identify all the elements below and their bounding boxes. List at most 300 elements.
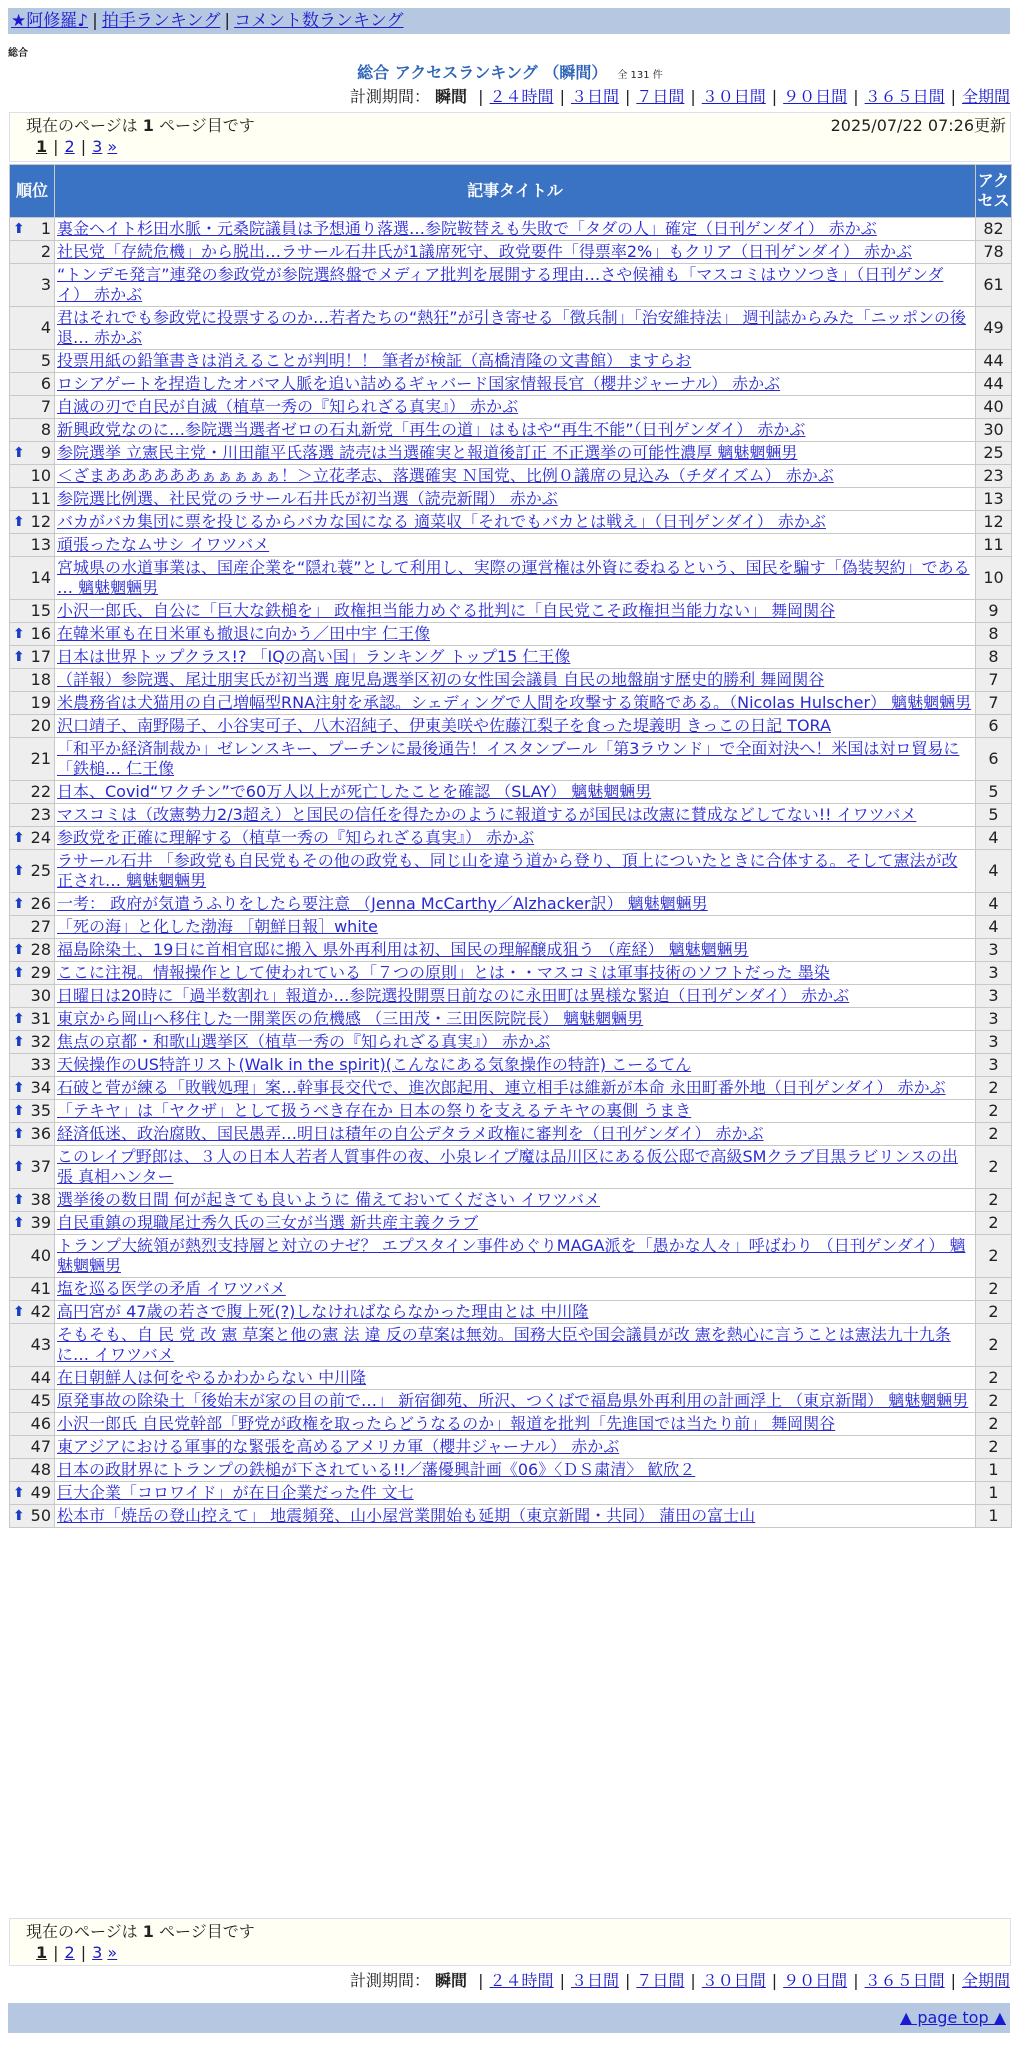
- rank-number: 14: [30, 568, 51, 587]
- table-row: [10, 893, 1012, 916]
- rank-number: 48: [30, 1460, 51, 1479]
- rank-number: 25: [30, 861, 51, 880]
- rank-up-icon: ⬆: [13, 1034, 25, 1050]
- access-count: 40: [976, 396, 1012, 419]
- rank-cell: [10, 1146, 55, 1189]
- article-link[interactable]: 焦点の京都・和歌山選挙区（植草一秀の『知られざる真実』） 赤かぶ: [57, 1032, 551, 1051]
- rank-up-icon: ⬆: [13, 1508, 25, 1524]
- page-link[interactable]: 3: [92, 137, 103, 156]
- table-row: [10, 1235, 1012, 1278]
- rank-number: 41: [30, 1279, 51, 1298]
- rank-number: 20: [30, 716, 51, 735]
- page-separator: |: [53, 1943, 59, 1962]
- page-separator: |: [53, 137, 59, 156]
- rank-up-icon: ⬆: [13, 1485, 25, 1501]
- article-link[interactable]: 松本市「焼岳の登山控えて」 地震頻発、山小屋営業開始も延期（東京新聞・共同） 蒲田の富士山: [57, 1506, 756, 1525]
- col-title-header: 記事タイトル: [55, 165, 976, 218]
- title-cell: [55, 1123, 976, 1146]
- access-count: 5: [976, 804, 1012, 827]
- period-separator: |: [771, 1971, 778, 1990]
- article-link[interactable]: 東アジアにおける軍事的な緊張を高めるアメリカ軍（櫻井ジャーナル） 赤かぶ: [57, 1437, 620, 1456]
- period-separator: |: [478, 87, 484, 106]
- title-cell: [55, 850, 976, 893]
- title-cell: [55, 1301, 976, 1324]
- rank-cell: [10, 738, 55, 781]
- article-link[interactable]: 裏金ヘイト杉田水脈・元桑院議員は予想通り落選…参院鞍替えも失敗で「タダの人」確定（日刊ゲンダイ） 赤かぶ: [57, 219, 877, 238]
- rank-cell: [10, 419, 55, 442]
- article-link[interactable]: マスコミは（改憲勢力2/3超え）と国民の信任を得たかのように報道するが国民は改憲に賛成などしてない!! イワツバメ: [57, 805, 917, 824]
- period-link[interactable]: ２４時間: [489, 1971, 554, 1990]
- article-link[interactable]: （詳報）参院選、尾辻朋実氏が初当選 鹿児島選挙区初の女性国会議員 自民の地盤崩す歴史的勝利 舞岡関谷: [57, 670, 825, 689]
- access-count: 2: [976, 1123, 1012, 1146]
- rank-number: 33: [30, 1055, 51, 1074]
- article-link[interactable]: 「テキヤ」は「ヤクザ」として扱うべき存在か 日本の祭りを支えるテキヤの裏側 うまき: [57, 1101, 692, 1120]
- table-row: [10, 1123, 1012, 1146]
- table-row: [10, 1324, 1012, 1367]
- page-numbers: [26, 137, 994, 157]
- access-count: 3: [976, 939, 1012, 962]
- rank-number: 31: [30, 1009, 51, 1028]
- rank-cell: [10, 1235, 55, 1278]
- article-link[interactable]: 日本、Covid“ワクチン”で60万人以上が死亡したことを確認 （SLAY） 魑魅魍魎男: [57, 782, 652, 801]
- rank-number: 27: [30, 917, 51, 936]
- article-link[interactable]: 投票用紙の鉛筆書きは消えることが判明！！ 筆者が検証（高橋清隆の文書館） ますらお: [57, 351, 692, 370]
- title-cell: [55, 916, 976, 939]
- table-row: [10, 534, 1012, 557]
- title-cell: [55, 1077, 976, 1100]
- rank-number: 46: [30, 1414, 51, 1433]
- period-link[interactable]: ２４時間: [489, 87, 554, 106]
- page-top-link[interactable]: ▲ page top ▲: [899, 2008, 1006, 2027]
- table-row: [10, 916, 1012, 939]
- access-count: 3: [976, 1031, 1012, 1054]
- rank-cell: [10, 1123, 55, 1146]
- rank-number: 29: [30, 963, 51, 982]
- rank-cell: [10, 962, 55, 985]
- page-current: 1: [36, 137, 48, 156]
- rank-cell: [10, 465, 55, 488]
- rank-cell: [10, 442, 55, 465]
- updated-timestamp: 2025/07/22 07:26更新: [830, 116, 1006, 135]
- article-link[interactable]: トランプ大統領が熱烈支持層と対立のナゼ？ エプスタイン事件めぐりMAGA派を「愚かな人々」呼ばわり （日刊ゲンダイ） 魑魅魍魎男: [57, 1236, 966, 1275]
- rank-number: 38: [30, 1190, 51, 1209]
- rank-cell: [10, 1054, 55, 1077]
- article-link[interactable]: 参院選比例選、社民党のラサール石井氏が初当選（読売新聞） 赤かぶ: [57, 489, 558, 508]
- rank-number: 5: [40, 351, 51, 370]
- access-count: 3: [976, 985, 1012, 1008]
- access-count: 78: [976, 241, 1012, 264]
- access-count: 4: [976, 893, 1012, 916]
- article-link[interactable]: 天候操作のUS特許リスト(Walk in the spirit)(こんなにある気象操作の特許) こーるてん: [57, 1055, 692, 1074]
- rank-number: 49: [30, 1483, 51, 1502]
- table-row: [10, 1146, 1012, 1189]
- page-title: [0, 61, 1020, 88]
- access-count: 30: [976, 419, 1012, 442]
- article-link[interactable]: 宮城県の水道事業は、国産企業を“隠れ蓑”として利用し、実際の運営権は外資に委ねるという、国民を騙す「偽装契約」である … 魑魅魍魎男: [57, 558, 970, 597]
- rank-cell: [10, 307, 55, 350]
- title-cell: [55, 511, 976, 534]
- period-selector-bottom: [350, 1971, 1010, 1991]
- title-cell: [55, 442, 976, 465]
- table-row: [10, 1413, 1012, 1436]
- period-separator: |: [690, 1971, 696, 1990]
- table-row: [10, 1008, 1012, 1031]
- article-link[interactable]: 経済低迷、政治腐敗、国民愚弄…明日は積年の自公デタラメ政権に審判を（日刊ゲンダイ） 赤かぶ: [57, 1124, 764, 1143]
- table-row: [10, 715, 1012, 738]
- rank-up-icon: ⬆: [13, 896, 25, 912]
- title-cell: [55, 985, 976, 1008]
- title-cell: [55, 1146, 976, 1189]
- access-count: 3: [976, 1054, 1012, 1077]
- period-current: 瞬間: [435, 1971, 468, 1990]
- title-cell: [55, 600, 976, 623]
- period-separator: |: [771, 87, 778, 106]
- home-link[interactable]: ★阿修羅♪: [11, 11, 89, 31]
- rank-cell: [10, 692, 55, 715]
- rank-number: 42: [30, 1302, 51, 1321]
- article-link[interactable]: 福島除染土、19日に首相官邸に搬入 県外再利用は初、国民の理解醸成狙う （産経） 魑魅魍魎男: [57, 940, 749, 959]
- title-cell: [55, 396, 976, 419]
- table-row: [10, 1301, 1012, 1324]
- article-link[interactable]: 在日朝鮮人は何をやるかわからない 中川隆: [57, 1368, 367, 1387]
- rank-cell: [10, 893, 55, 916]
- rank-cell: [10, 1189, 55, 1212]
- table-row: [10, 465, 1012, 488]
- rank-up-icon: ⬆: [13, 1215, 25, 1231]
- article-link[interactable]: “トンデモ発言”連発の参政党が参院選終盤でメディア批判を展開する理由…さや候補も「マスコミはウソつき」（日刊ゲンダイ） 赤かぶ: [57, 265, 944, 304]
- rank-number: 43: [30, 1335, 51, 1354]
- title-cell: [55, 646, 976, 669]
- article-link[interactable]: 米農務省は犬猫用の自己増幅型RNA注射を承認。シェディングで人間を攻撃する策略である。（Nicolas Hulscher） 魑魅魍魎男: [57, 693, 972, 712]
- access-count: 7: [976, 692, 1012, 715]
- period-link[interactable]: 全期間: [961, 87, 1010, 106]
- rank-up-icon: ⬆: [13, 1011, 25, 1027]
- period-link[interactable]: ３６５日間: [864, 87, 945, 106]
- table-row: [10, 1212, 1012, 1235]
- period-separator: |: [853, 1971, 859, 1990]
- period-link[interactable]: 全期間: [961, 1971, 1010, 1990]
- article-link[interactable]: ロシアゲートを捏造したオバマ人脈を追い詰めるギャバード国家情報長官（櫻井ジャーナル） 赤かぶ: [57, 374, 781, 393]
- access-count: 82: [976, 218, 1012, 241]
- title-cell: [55, 1482, 976, 1505]
- rank-number: 44: [30, 1368, 51, 1387]
- access-count: 25: [976, 442, 1012, 465]
- next-page-link[interactable]: »: [107, 1943, 118, 1962]
- period-separator: |: [559, 87, 565, 106]
- current-page-text: 現在のページは 1 ページ目です: [26, 1922, 255, 1941]
- rank-up-icon: ⬆: [13, 965, 25, 981]
- paging-top: [9, 112, 1011, 162]
- article-link[interactable]: 東京から岡山へ移住した一開業医の危機感 （三田茂・三田医院院長） 魑魅魍魎男: [57, 1009, 644, 1028]
- table-row: [10, 646, 1012, 669]
- title-cell: [55, 1278, 976, 1301]
- table-row: [10, 669, 1012, 692]
- article-link[interactable]: 自民重鎮の現職尾辻秀久氏の三女が当選 新共産主義クラブ: [57, 1213, 479, 1232]
- page-numbers: [26, 1943, 994, 1963]
- rank-cell: [10, 623, 55, 646]
- table-row: [10, 396, 1012, 419]
- article-link[interactable]: 自滅の刃で自民が自滅（植草一秀の『知られざる真実』） 赤かぶ: [57, 397, 519, 416]
- article-link[interactable]: 高円宮が 47歳の若さで腹上死(?)しなければならなかった理由とは 中川隆: [57, 1302, 589, 1321]
- table-row: [10, 241, 1012, 264]
- rank-number: 30: [30, 986, 51, 1005]
- title-cell: [55, 738, 976, 781]
- title-cell: [55, 1054, 976, 1077]
- category-label: 総合: [8, 48, 28, 59]
- table-row: [10, 557, 1012, 600]
- rank-cell: [10, 1301, 55, 1324]
- clap-ranking-link[interactable]: 拍手ランキング: [101, 11, 221, 31]
- table-row: [10, 1100, 1012, 1123]
- period-link[interactable]: ３０日間: [701, 87, 766, 106]
- article-link[interactable]: 一考： 政府が気遣うふりをしたら要注意 （Jenna McCarthy／Alzhacker訳） 魑魅魍魎男: [57, 894, 708, 913]
- table-row: [10, 1031, 1012, 1054]
- article-link[interactable]: 参院選挙 立憲民主党・川田龍平氏落選 読売は当選確実と報道後訂正 不正選挙の可能性濃厚 魑魅魍魎男: [57, 443, 798, 462]
- article-link[interactable]: 沢口靖子、南野陽子、小谷実可子、八木沼純子、伊東美咲や佐藤江梨子を食った堤義明 きっこの日記 TORA: [57, 716, 831, 735]
- table-row: [10, 962, 1012, 985]
- table-row: [10, 1367, 1012, 1390]
- table-row: [10, 218, 1012, 241]
- rank-number: 47: [30, 1437, 51, 1456]
- rank-number: 35: [30, 1101, 51, 1120]
- access-count: 49: [976, 307, 1012, 350]
- table-row: [10, 827, 1012, 850]
- access-count: 2: [976, 1212, 1012, 1235]
- access-count: 6: [976, 738, 1012, 781]
- rank-number: 8: [40, 420, 51, 439]
- title-cell: [55, 827, 976, 850]
- period-link[interactable]: ９０日間: [783, 87, 848, 106]
- rank-number: 21: [30, 749, 51, 768]
- access-count: 8: [976, 646, 1012, 669]
- rank-number: 22: [30, 782, 51, 801]
- article-link[interactable]: ここに注視。情報操作として使われている「７つの原則」とは・・マスコミは軍事技術のソフトだった 墨染: [57, 963, 830, 982]
- ranking-table: [9, 164, 1012, 1528]
- access-count: 2: [976, 1235, 1012, 1278]
- rank-cell: [10, 534, 55, 557]
- article-link[interactable]: 石破と菅が練る「敗戦処理」案…幹事長交代で、進次郎起用、連立相手は維新が本命 永田町番外地（日刊ゲンダイ） 赤かぶ: [57, 1078, 946, 1097]
- rank-cell: [10, 781, 55, 804]
- access-count: 2: [976, 1278, 1012, 1301]
- period-separator: |: [624, 1971, 631, 1990]
- period-links: [472, 1971, 1010, 1990]
- article-link[interactable]: 巨大企業「コロワイド」が在日企業だった件 文七: [57, 1483, 414, 1502]
- paging-bottom: [9, 1918, 1011, 1966]
- ranking-title: 総合 アクセスランキング （瞬間）: [357, 63, 608, 82]
- period-separator: |: [950, 1971, 956, 1990]
- title-cell: [55, 1390, 976, 1413]
- title-cell: [55, 715, 976, 738]
- top-nav-bar: [8, 8, 1010, 34]
- period-link[interactable]: ９０日間: [783, 1971, 848, 1990]
- article-link[interactable]: 参政党を正確に理解する（植草一秀の『知られざる真実』） 赤かぶ: [57, 828, 535, 847]
- table-header-row: [10, 165, 1012, 218]
- page-link[interactable]: 2: [64, 137, 75, 156]
- rank-cell: [10, 1367, 55, 1390]
- rank-cell: [10, 1482, 55, 1505]
- rank-cell: [10, 646, 55, 669]
- rank-cell: [10, 1436, 55, 1459]
- access-count: 2: [976, 1301, 1012, 1324]
- access-count: 61: [976, 264, 1012, 307]
- article-link[interactable]: 塩を巡る医学の矛盾 イワツバメ: [57, 1279, 286, 1298]
- article-link[interactable]: そもそも、自 民 党 改 憲 草案と他の憲 法 違 反の草案は無効。国務大臣や国会議員が改 憲を熱心に言うことは憲法九十九条に… イワツバメ: [57, 1325, 951, 1364]
- table-row: [10, 738, 1012, 781]
- period-separator: |: [478, 1971, 484, 1990]
- rank-number: 6: [40, 374, 51, 393]
- current-page-text: 現在のページは 1 ページ目です: [26, 116, 255, 135]
- rank-cell: [10, 488, 55, 511]
- article-link[interactable]: 選挙後の数日間 何が起きても良いように 備えておいてください イワツバメ: [57, 1190, 600, 1209]
- title-cell: [55, 1008, 976, 1031]
- rank-cell: [10, 264, 55, 307]
- article-link[interactable]: バカがバカ集団に票を投じるからバカな国になる 適菜収「それでもバカとは戦え」（日刊ゲンダイ） 赤かぶ: [57, 512, 826, 531]
- access-count: 12: [976, 511, 1012, 534]
- title-cell: [55, 1189, 976, 1212]
- page-link[interactable]: 2: [64, 1943, 75, 1962]
- access-count: 6: [976, 715, 1012, 738]
- access-count: 11: [976, 534, 1012, 557]
- article-link[interactable]: 君はそれでも参政党に投票するのか…若者たちの“熱狂”が引き寄せる「徴兵制」「治安維持法」 週刊誌からみた「ニッポンの後退… 赤かぶ: [57, 308, 967, 347]
- article-link[interactable]: 日本は世界トップクラス!? 「IQの高い国」ランキング トップ15 仁王像: [57, 647, 571, 666]
- rank-number: 40: [30, 1246, 51, 1265]
- page-separator: |: [80, 1943, 87, 1962]
- rank-up-icon: ⬆: [13, 514, 25, 530]
- period-link[interactable]: ３６５日間: [864, 1971, 945, 1990]
- table-row: [10, 600, 1012, 623]
- table-row: [10, 264, 1012, 307]
- access-count: 2: [976, 1324, 1012, 1367]
- article-link[interactable]: ラサール石井 「参政党も自民党もその他の政党も、同じ山を違う道から登り、頂上についたときに合体する。そして憲法が改正され… 魑魅魍魎男: [57, 851, 958, 890]
- title-cell: [55, 307, 976, 350]
- rank-cell: [10, 396, 55, 419]
- rank-cell: [10, 600, 55, 623]
- period-link[interactable]: ３０日間: [701, 1971, 766, 1990]
- rank-number: 17: [30, 647, 51, 666]
- nav-separator: |: [224, 11, 231, 31]
- access-count: 3: [976, 962, 1012, 985]
- period-links: [472, 87, 1010, 106]
- article-link[interactable]: 新興政党なのに…参院選当選者ゼロの石丸新党「再生の道」はもはや“再生不能”（日刊ゲンダイ） 赤かぶ: [57, 420, 806, 439]
- article-link[interactable]: 日本の政財界にトランプの鉄槌が下されている!!／藩優興計画《06》〈ＤＳ粛清〉 歓欣２: [57, 1460, 696, 1479]
- article-link[interactable]: 小沢一郎氏 自民党幹部「野党が政権を取ったらどうなるのか」報道を批判「先進国では当たり前」 舞岡関谷: [57, 1414, 836, 1433]
- rank-up-icon: ⬆: [13, 1080, 25, 1096]
- rank-cell: [10, 916, 55, 939]
- table-row: [10, 488, 1012, 511]
- period-selector-top: [350, 87, 1010, 107]
- page-current: 1: [36, 1943, 48, 1962]
- col-access-header: アクセス: [976, 165, 1012, 218]
- rank-number: 45: [30, 1391, 51, 1410]
- rank-number: 23: [30, 805, 51, 824]
- period-link[interactable]: ３日間: [570, 87, 619, 106]
- rank-cell: [10, 715, 55, 738]
- rank-cell: [10, 1212, 55, 1235]
- article-link[interactable]: 社民党「存続危機」から脱出…ラサール石井氏が1議席死守、政党要件「得票率2%」もクリア（日刊ゲンダイ） 赤かぶ: [57, 242, 913, 261]
- title-cell: [55, 1459, 976, 1482]
- article-link[interactable]: 「死の海」と化した渤海 ［朝鮮日報］white: [57, 917, 378, 936]
- rank-number: 19: [30, 693, 51, 712]
- access-count: 2: [976, 1436, 1012, 1459]
- table-row: [10, 939, 1012, 962]
- access-count: 7: [976, 669, 1012, 692]
- page-link[interactable]: 3: [92, 1943, 103, 1962]
- access-count: 9: [976, 600, 1012, 623]
- article-link[interactable]: 頑張ったなムサシ イワツバメ: [57, 535, 270, 554]
- access-count: 2: [976, 1390, 1012, 1413]
- rank-number: 9: [40, 443, 51, 462]
- article-link[interactable]: 小沢一郎氏、自公に「巨大な鉄槌を」 政権担当能力めぐる批判に「自民党こそ政権担当能力ない」 舞岡関谷: [57, 601, 836, 620]
- access-count: 44: [976, 373, 1012, 396]
- rank-cell: [10, 827, 55, 850]
- table-row: [10, 442, 1012, 465]
- article-link[interactable]: ＜ざまああああああぁぁぁぁぁ！＞立花孝志、落選確実 Ｎ国党、比例０議席の見込み（チダイズム） 赤かぶ: [57, 466, 834, 485]
- rank-cell: [10, 557, 55, 600]
- access-count: 2: [976, 1077, 1012, 1100]
- rank-number: 13: [30, 535, 51, 554]
- table-row: [10, 307, 1012, 350]
- period-link[interactable]: ３日間: [570, 1971, 619, 1990]
- access-count: 10: [976, 557, 1012, 600]
- title-cell: [55, 781, 976, 804]
- access-count: 2: [976, 1367, 1012, 1390]
- article-link[interactable]: このレイプ野郎は、３人の日本人若者人質事件の夜、小泉レイプ魔は品川区にある仮公邸で高級SMクラブ目黒ラビリンスの出張 真相ハンター: [57, 1147, 958, 1186]
- table-row: [10, 804, 1012, 827]
- title-cell: [55, 1212, 976, 1235]
- rank-number: 1: [40, 219, 51, 238]
- next-page-link[interactable]: »: [107, 137, 118, 156]
- title-cell: [55, 804, 976, 827]
- rank-number: 10: [30, 466, 51, 485]
- access-count: 13: [976, 488, 1012, 511]
- title-cell: [55, 1367, 976, 1390]
- rank-number: 36: [30, 1124, 51, 1143]
- access-count: 2: [976, 1189, 1012, 1212]
- rank-number: 28: [30, 940, 51, 959]
- article-link[interactable]: 日曜日は20時に「過半数割れ」報道か…参院選投開票日前なのに永田町は異様な緊迫（日刊ゲンダイ） 赤かぶ: [57, 986, 850, 1005]
- table-row: [10, 781, 1012, 804]
- rank-number: 26: [30, 894, 51, 913]
- rank-up-icon: ⬆: [13, 1304, 25, 1320]
- access-count: 8: [976, 623, 1012, 646]
- article-link[interactable]: 原発事故の除染土「後始末が家の目の前で…」 新宿御苑、所沢、つくばで福島県外再利用の計画浮上 （東京新聞） 魑魅魍魎男: [57, 1391, 969, 1410]
- page-separator: |: [80, 137, 87, 156]
- access-count: 2: [976, 1413, 1012, 1436]
- rank-number: 15: [30, 601, 51, 620]
- rank-number: 18: [30, 670, 51, 689]
- rank-cell: [10, 850, 55, 893]
- title-cell: [55, 1324, 976, 1367]
- table-row: [10, 1077, 1012, 1100]
- title-cell: [55, 241, 976, 264]
- rank-cell: [10, 985, 55, 1008]
- access-count: 4: [976, 827, 1012, 850]
- table-row: [10, 350, 1012, 373]
- table-row: [10, 1189, 1012, 1212]
- article-link[interactable]: 在韓米軍も在日米軍も撤退に向かう／田中宇 仁王像: [57, 624, 431, 643]
- access-count: 1: [976, 1505, 1012, 1528]
- table-row: [10, 419, 1012, 442]
- rank-number: 3: [40, 275, 51, 294]
- table-row: [10, 1054, 1012, 1077]
- period-link[interactable]: ７日間: [636, 87, 685, 106]
- rank-up-icon: ⬆: [13, 1192, 25, 1208]
- comment-ranking-link[interactable]: コメント数ランキング: [234, 11, 404, 31]
- period-link[interactable]: ７日間: [636, 1971, 685, 1990]
- period-label: 計測期間：: [349, 1971, 430, 1990]
- rank-cell: [10, 1100, 55, 1123]
- article-link[interactable]: 「和平か経済制裁か」ゼレンスキー、プーチンに最後通告！イスタンブール「第3ラウンド」で全面対決へ！米国は対ロ貿易に「鉄槌… 仁王像: [57, 739, 960, 778]
